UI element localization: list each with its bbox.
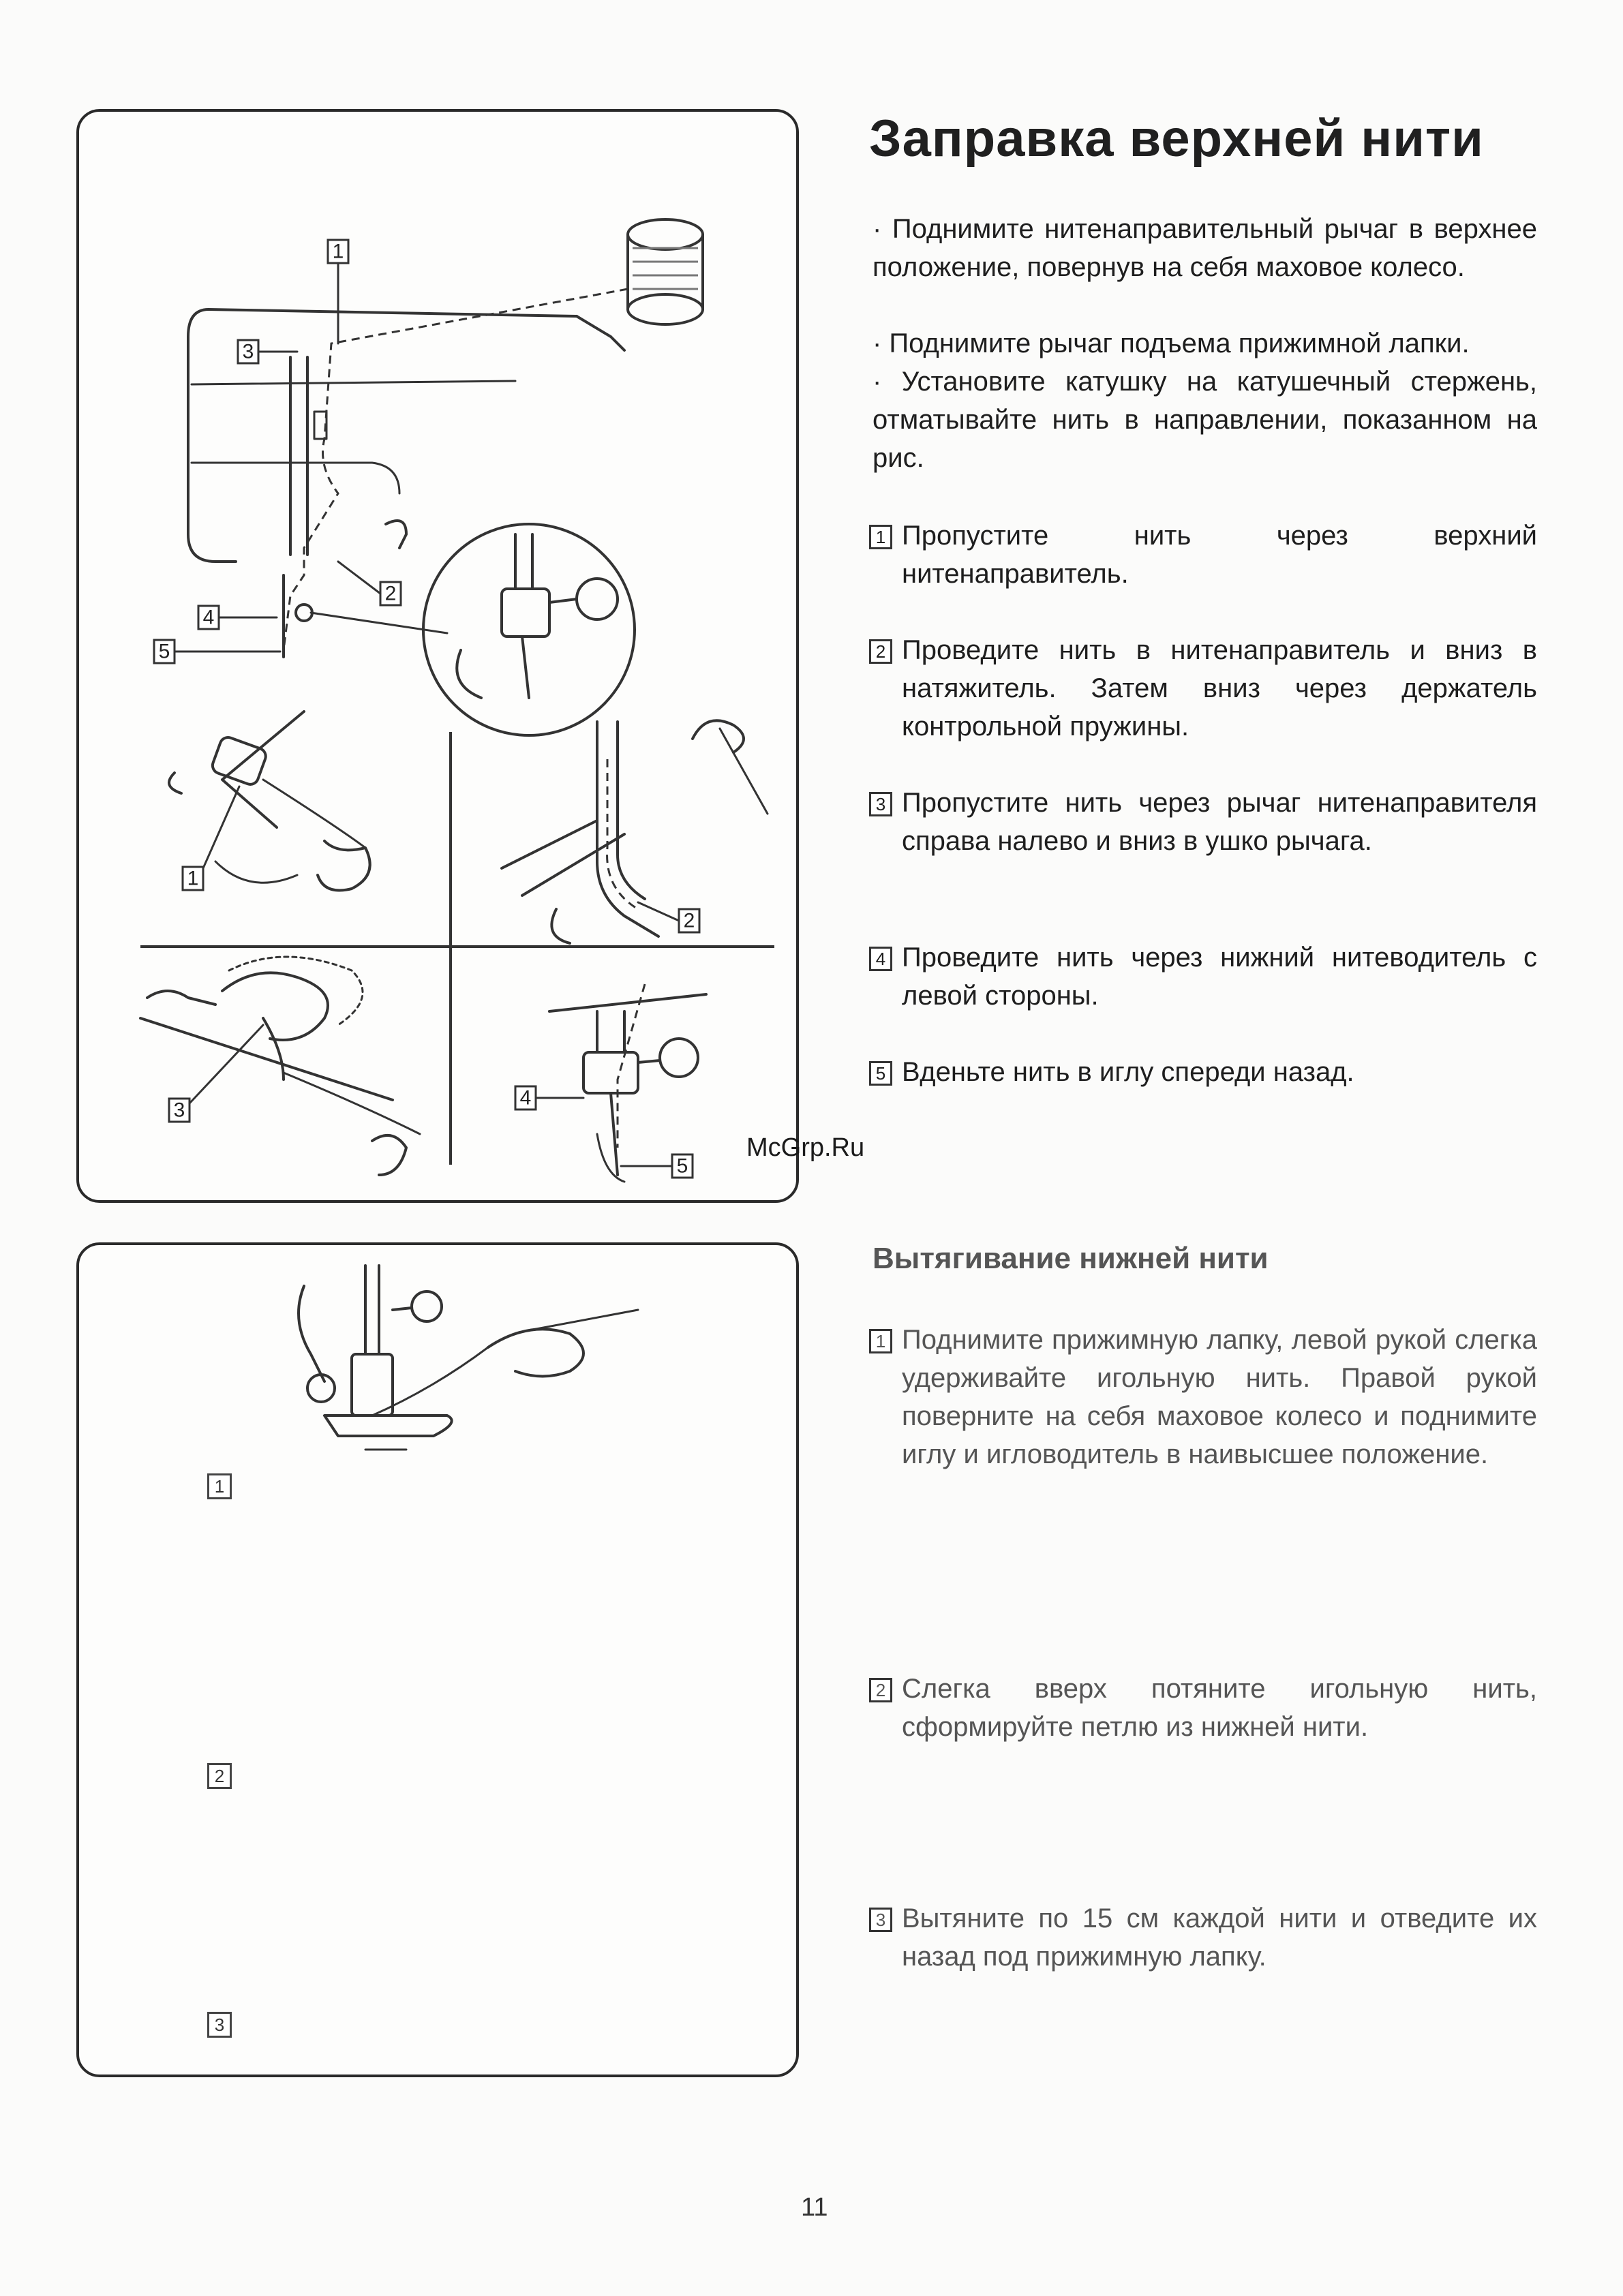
front-slot — [290, 357, 307, 555]
section-subtitle: Вытягивание нижней нити — [873, 1242, 1269, 1275]
step-4 — [869, 938, 1537, 1015]
callout-top-4 — [198, 606, 277, 629]
svg-text:4: 4 — [519, 1086, 532, 1109]
svg-text:2: 2 — [384, 582, 397, 605]
spool-pin — [577, 316, 624, 350]
lower-step-1 — [869, 1321, 1537, 1473]
svg-text:5: 5 — [158, 640, 170, 663]
threading-diagram — [79, 112, 799, 1203]
bobbin-pullup-diagram — [79, 1245, 799, 2077]
step-text: Вытяните по 15 см каждой нити и отведите их назад под прижимную лапку. — [902, 1903, 1537, 1972]
step-5 — [869, 1053, 1537, 1091]
step-text: Пропустите нить через верхний нитенаправитель. — [902, 521, 1537, 589]
step-number-badge: 1 — [869, 1329, 892, 1353]
lower-step-2 — [869, 1670, 1537, 1746]
presser-foot-figure-1 — [299, 1266, 638, 1450]
intro-line-3: · Установите катушку на катушечный стержень, отматывайте нить в направлении, показанном на рис. — [873, 367, 1537, 473]
lower-figure-label-1: 1 — [207, 1473, 232, 1499]
callout-top-3 — [238, 340, 297, 363]
step-number-badge: 4 — [869, 947, 892, 971]
machine-head-outline — [188, 309, 236, 562]
page-number: 11 — [801, 2193, 828, 2222]
step-number-badge: 3 — [869, 1908, 892, 1932]
svg-text:3: 3 — [173, 1099, 185, 1122]
lower-figure-label-3: 3 — [207, 2012, 232, 2038]
machine-panel-line — [192, 381, 515, 384]
svg-text:2: 2 — [683, 909, 695, 932]
detail-b-tension-guide — [502, 720, 768, 943]
svg-text:1: 1 — [332, 240, 344, 263]
needle-clamp-screw — [296, 604, 312, 621]
bobbin-pullup-illustration-panel — [76, 1242, 799, 2077]
step-text: Проведите нить в нитенаправитель и вниз в натяжитель. Затем вниз через держатель контрольной пружины. — [902, 635, 1537, 741]
intro-line-1: · Поднимите нитенаправительный рычаг в верхнее положение, повернув на себя маховое колесо. — [873, 214, 1537, 282]
detail-c-takeup-lever — [140, 957, 420, 1175]
needle-zoom-detail — [423, 524, 635, 735]
callout-top-5 — [154, 640, 280, 663]
step-3 — [869, 784, 1537, 860]
svg-text:5: 5 — [676, 1154, 688, 1178]
handwheel-arrow — [386, 521, 406, 548]
svg-text:1: 1 — [187, 867, 199, 890]
watermark: McGrp.Ru — [746, 1133, 865, 1162]
step-text: Слегка вверх потяните игольную нить, сформируйте петлю из нижней нити. — [902, 1674, 1537, 1742]
step-text: Пропустите нить через рычаг нитенаправителя справа налево и вниз в ушко рычага. — [902, 788, 1537, 856]
step-text: Поднимите прижимную лапку, левой рукой слегка удерживайте игольную нить. Правой рукой поверните на себя маховое колесо и поднимите иглу и игловодитель в наивысшее положение. — [902, 1325, 1537, 1469]
step-number-badge: 1 — [869, 525, 892, 549]
spool-icon — [628, 219, 703, 324]
step-number-badge: 2 — [869, 1678, 892, 1702]
svg-text:3: 3 — [242, 340, 254, 363]
svg-text:4: 4 — [202, 606, 215, 629]
detail-d-needle-threading — [515, 984, 706, 1182]
threading-illustration-panel — [76, 109, 799, 1203]
intro-line-2: · Поднимите рычаг подъема прижимной лапки. — [873, 328, 1470, 358]
step-text: Вденьте нить в иглу спереди назад. — [902, 1057, 1354, 1087]
page-title: Заправка верхней нити — [869, 110, 1484, 168]
detail-a-upper-guide — [169, 711, 370, 891]
step-1 — [869, 517, 1537, 593]
callout-top-1 — [328, 240, 348, 343]
callout-top-2 — [338, 562, 401, 605]
step-number-badge: 5 — [869, 1061, 892, 1086]
lower-figure-label-2: 2 — [207, 1763, 232, 1789]
step-number-badge: 3 — [869, 792, 892, 816]
lower-step-3 — [869, 1899, 1537, 1976]
step-2 — [869, 631, 1537, 746]
machine-top-arm — [209, 309, 577, 316]
step-number-badge: 2 — [869, 639, 892, 664]
leader-to-zoom — [311, 613, 447, 633]
machine-panel-line-2 — [192, 463, 399, 493]
step-text: Проведите нить через нижний нитеводитель с левой стороны. — [902, 943, 1537, 1011]
